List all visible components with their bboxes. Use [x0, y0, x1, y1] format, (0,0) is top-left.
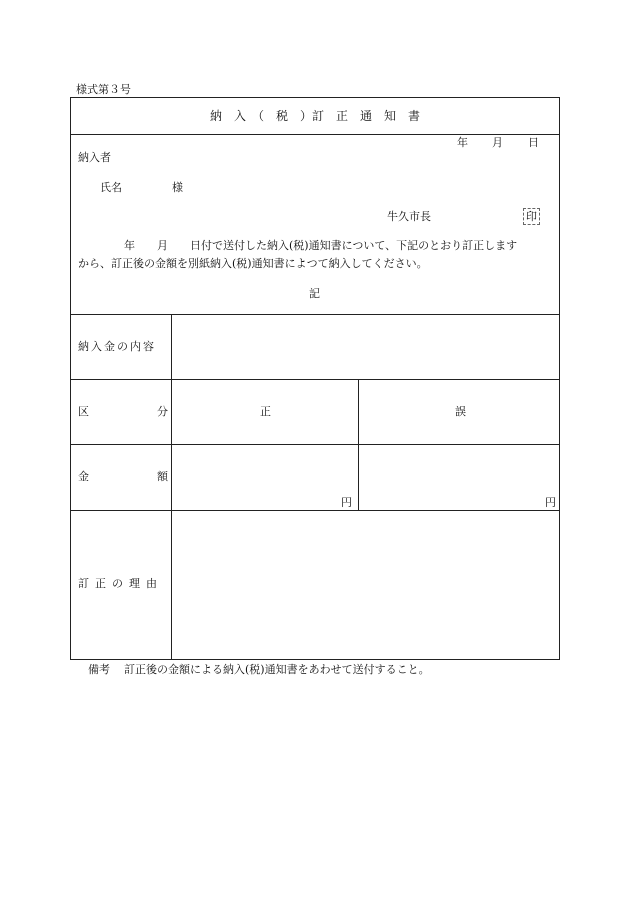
name-label: 氏名: [100, 181, 122, 194]
date-year: 年: [457, 136, 468, 149]
remark-label: 備考: [88, 663, 110, 676]
kubun-correct: 正: [260, 405, 271, 418]
honorific: 様: [172, 181, 183, 194]
ki-mark: 記: [309, 287, 320, 300]
remark-text: 訂正後の金額による納入(税)通知書をあわせて送付すること。: [124, 663, 430, 676]
yen-wrong: 円: [545, 496, 556, 509]
label-column-divider: [171, 314, 172, 660]
body-line-1: 年 月 日付で送付した納入(税)通知書について、下記のとおり訂正します: [124, 239, 518, 252]
kubun-wrong: 誤: [455, 405, 466, 418]
yen-correct: 円: [341, 496, 352, 509]
body-line-2: から、訂正後の金額を別紙納入(税)通知書によつて納入してください。: [78, 257, 428, 270]
form-number: 様式第３号: [76, 83, 131, 96]
correct-wrong-divider: [358, 379, 359, 510]
form-title: 納 入 （ 税 ）訂 正 通 知 書: [209, 109, 420, 123]
body-divider: [70, 314, 560, 315]
reason-label: 訂正の理由: [78, 577, 163, 590]
kubun-row-divider: [70, 444, 560, 445]
content-label: 納入金の内容: [78, 340, 156, 353]
recipient-label: 納入者: [78, 151, 111, 164]
seal-mark: 印: [523, 208, 540, 225]
amount-label-2: 額: [157, 470, 168, 483]
kubun-label-2: 分: [157, 405, 168, 418]
kubun-label-1: 区: [78, 405, 89, 418]
content-row-divider: [70, 379, 560, 380]
title-divider: [70, 134, 560, 135]
date-month: 月: [492, 136, 503, 149]
date-day: 日: [528, 136, 539, 149]
issuer: 牛久市長: [387, 210, 431, 223]
amount-label-1: 金: [78, 470, 89, 483]
amount-row-divider: [70, 510, 560, 511]
